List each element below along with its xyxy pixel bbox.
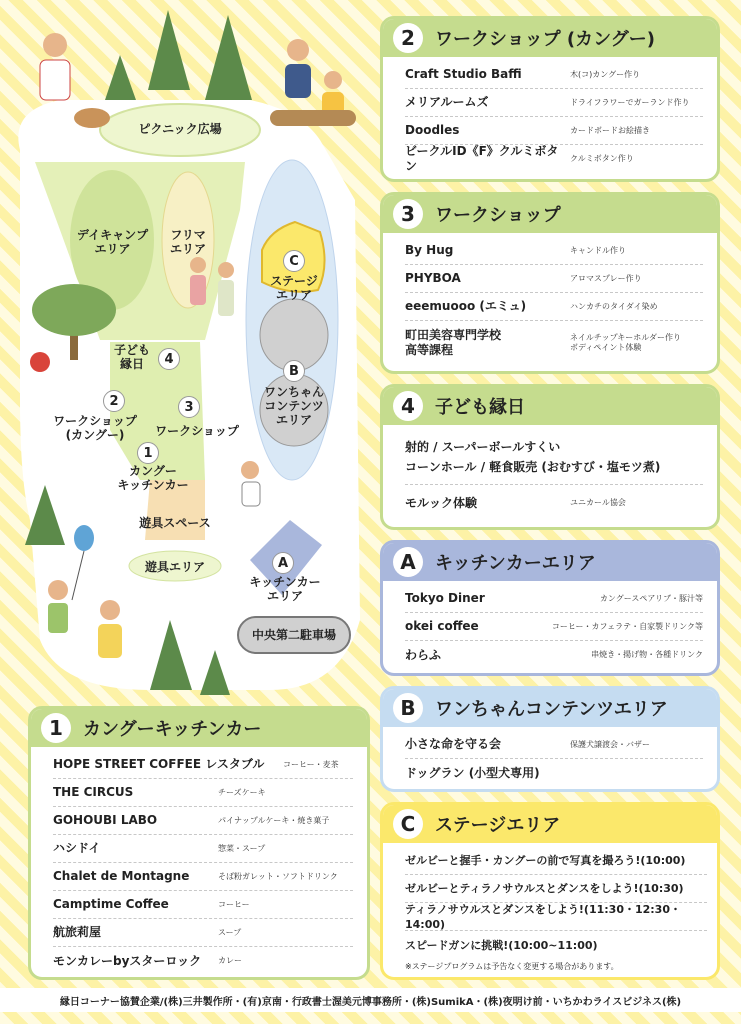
ws2-label: ワークショップ (カングー) bbox=[53, 414, 137, 442]
list-item bbox=[53, 807, 353, 835]
list-item bbox=[405, 293, 703, 321]
vendor-list bbox=[383, 57, 717, 173]
list-item bbox=[53, 863, 353, 891]
section-title: ワークショップ (カングー) bbox=[435, 29, 655, 50]
vendor-name: HOPE STREET COFFEE レスタブル bbox=[53, 757, 265, 771]
list-item bbox=[405, 903, 707, 931]
sponsor-footer: 縁日コーナー協賛企業/(株)三井製作所・(有)京南・行政書士渥美元博事務所・(株)SumikA・(株)夜明け前・いちかわライスビジネス(株) bbox=[0, 988, 741, 1012]
vendor-name: PHYBOA bbox=[405, 271, 461, 285]
list-item bbox=[405, 875, 707, 903]
vendor-name: メリアルームズ bbox=[405, 95, 489, 109]
marker-4: 4 bbox=[158, 348, 180, 370]
flea-label: フリマ エリア bbox=[169, 228, 206, 256]
vendor-name: eeemuooo (エミュ) bbox=[405, 299, 527, 313]
panel-kids bbox=[380, 384, 720, 530]
marker-3: 3 bbox=[178, 396, 200, 418]
vendor-list bbox=[383, 581, 717, 669]
vendor-desc: スープ bbox=[218, 927, 242, 937]
marker-1: 1 bbox=[137, 442, 159, 464]
vendor-list bbox=[31, 747, 367, 975]
panel-dog-area bbox=[380, 686, 720, 792]
vendor-name: モルック体験 bbox=[405, 495, 478, 510]
log-icon bbox=[270, 110, 356, 126]
vendor-name: Doodles bbox=[405, 123, 460, 137]
ws3-label: ワークショップ bbox=[155, 424, 239, 438]
vendor-desc: コーヒー・麦茶 bbox=[283, 759, 339, 769]
list-item bbox=[405, 759, 703, 787]
vendor-name: By Hug bbox=[405, 243, 454, 257]
section-number: 1 bbox=[41, 713, 71, 743]
list-item bbox=[405, 641, 703, 669]
list-item bbox=[405, 89, 703, 117]
section-title: キッチンカーエリア bbox=[435, 553, 596, 574]
kids-label: 子ども 縁日 bbox=[113, 343, 150, 371]
list-item bbox=[405, 731, 703, 759]
balloon-icon bbox=[74, 525, 94, 551]
vendor-desc: ユニカール協会 bbox=[570, 498, 626, 507]
panel-header bbox=[383, 689, 717, 727]
list-item bbox=[405, 931, 707, 959]
vendor-desc: カレー bbox=[218, 956, 242, 965]
program-name: スピードガンに挑戦!(10:00~11:00) bbox=[405, 938, 598, 952]
list-item bbox=[405, 321, 703, 365]
section-title: ワンちゃんコンテンツエリア bbox=[435, 699, 668, 720]
vendor-desc: キャンドル作り bbox=[570, 245, 626, 255]
panel-header bbox=[383, 19, 717, 57]
program-name: ゼルビーと握手・カングーの前で写真を撮ろう!(10:00) bbox=[405, 854, 686, 867]
program-name: ゼルビーとティラノサウルスとダンスをしよう!(10:30) bbox=[405, 882, 684, 895]
playspace-label: 遊具スペース bbox=[139, 516, 211, 530]
vendor-list bbox=[383, 233, 717, 365]
vendor-desc: ドライフラワーでガーランド作り bbox=[570, 97, 690, 107]
vendor-name: 射的 / スーパーボールすくい コーンホール / 軽食販売 (おむすび・塩モツ煮) bbox=[405, 439, 661, 474]
vendor-desc: カードボードお絵描き bbox=[570, 125, 650, 135]
marker-2: 2 bbox=[103, 390, 125, 412]
daycamp-label: デイキャンプ エリア bbox=[76, 228, 149, 256]
kitchen-a-label: キッチンカー エリア bbox=[249, 575, 321, 603]
event-map bbox=[0, 0, 370, 705]
section-number: C bbox=[393, 809, 423, 839]
list-item bbox=[53, 919, 353, 947]
vendor-desc: コーヒー bbox=[218, 899, 250, 909]
marker-a: A bbox=[272, 552, 294, 574]
list-item bbox=[405, 485, 703, 521]
dog-icon bbox=[74, 108, 110, 128]
list-item bbox=[53, 947, 353, 975]
panel-header bbox=[31, 709, 367, 747]
vendor-list bbox=[383, 727, 717, 787]
section-title: カングーキッチンカー bbox=[83, 719, 262, 740]
section-number: 2 bbox=[393, 23, 423, 53]
vendor-desc: コーヒー・カフェラテ・自家製ドリンク等 bbox=[551, 621, 703, 631]
list-item bbox=[405, 117, 703, 145]
panel-kangoo-kitchen bbox=[28, 706, 370, 980]
panel-workshop bbox=[380, 192, 720, 374]
vendor-name: GOHOUBI LABO bbox=[53, 813, 158, 827]
vendor-name: okei coffee bbox=[405, 619, 479, 633]
list-item bbox=[405, 265, 703, 293]
kettle-icon bbox=[30, 352, 50, 372]
list-item bbox=[405, 429, 703, 485]
vendor-name: Tokyo Diner bbox=[405, 591, 485, 605]
panel-header bbox=[383, 195, 717, 233]
vendor-desc: カングースペアリブ・豚汁等 bbox=[599, 593, 703, 603]
panel-kitchen-area bbox=[380, 540, 720, 676]
vendor-desc: 保護犬譲渡会・バザー bbox=[570, 739, 650, 749]
vendor-desc: そば粉ガレット・ソフトドリンク bbox=[218, 871, 338, 881]
list-item bbox=[53, 891, 353, 919]
panel-header bbox=[383, 543, 717, 581]
vendor-name: わらふ bbox=[405, 647, 442, 662]
vendor-desc: ハンカチのタイダイ染め bbox=[570, 301, 658, 311]
stage-label: ステージ エリア bbox=[270, 274, 318, 302]
section-number: 4 bbox=[393, 391, 423, 421]
vendor-desc: チーズケーキ bbox=[218, 787, 266, 797]
list-item bbox=[53, 835, 353, 863]
list-item bbox=[405, 61, 703, 89]
list-item bbox=[405, 585, 703, 613]
section-title: ワークショップ bbox=[435, 205, 561, 226]
section-title: 子ども縁日 bbox=[435, 397, 525, 418]
panel-workshop-kangoo bbox=[380, 16, 720, 182]
vendor-desc: パイナップルケーキ・焼き菓子 bbox=[218, 815, 330, 825]
list-item bbox=[405, 237, 703, 265]
program-list bbox=[383, 843, 717, 959]
list-item bbox=[405, 613, 703, 641]
vendor-list bbox=[383, 425, 717, 521]
program-name: ティラノサウルスとダンスをしよう!(11:30・12:30・14:00) bbox=[405, 902, 681, 931]
list-item bbox=[53, 751, 353, 779]
list-item bbox=[53, 779, 353, 807]
section-number: A bbox=[393, 547, 423, 577]
vendor-name: 小さな命を守る会 bbox=[405, 737, 502, 751]
kitchen1-label: カングー キッチンカー bbox=[117, 464, 189, 492]
vendor-name: ビークルID《F》クルミボタン bbox=[405, 144, 559, 173]
vendor-name: 航旅莉屋 bbox=[53, 925, 102, 939]
vendor-desc: アロマスプレー作り bbox=[570, 273, 642, 283]
parking-label: 中央第二駐車場 bbox=[251, 628, 336, 642]
vendor-desc: 木(コ)カングー作り bbox=[570, 69, 641, 79]
vendor-name: モンカレーbyスターロック bbox=[53, 953, 202, 968]
vendor-name: Camptime Coffee bbox=[53, 897, 169, 911]
vendor-name: THE CIRCUS bbox=[53, 785, 134, 799]
playarea-label: 遊具エリア bbox=[144, 560, 205, 574]
list-item bbox=[405, 847, 707, 875]
section-title: ステージエリア bbox=[435, 815, 561, 836]
vendor-name: Chalet de Montagne bbox=[53, 869, 190, 883]
marker-b: B bbox=[283, 360, 305, 382]
vendor-desc: 惣菜・スープ bbox=[218, 843, 266, 853]
dog-label: ワンちゃん コンテンツ エリア bbox=[263, 385, 324, 427]
stage-note: ※ステージプログラムは予告なく変更する場合があります。 bbox=[405, 962, 619, 971]
panel-stage-area bbox=[380, 802, 720, 980]
vendor-desc: 串焼き・揚げ物・各種ドリンク bbox=[591, 650, 703, 659]
panel-header bbox=[383, 805, 717, 843]
vendor-desc: クルミボタン作り bbox=[570, 154, 634, 163]
vendor-name: ハシドイ bbox=[53, 841, 101, 855]
vendor-name: Craft Studio Baffi bbox=[405, 67, 522, 81]
list-item bbox=[405, 145, 703, 173]
marker-c: C bbox=[283, 250, 305, 272]
vendor-name: ドッグラン (小型犬専用) bbox=[405, 765, 540, 780]
vendor-name: 町田美容専門学校 高等課程 bbox=[405, 328, 502, 357]
panel-header bbox=[383, 387, 717, 425]
section-number: B bbox=[393, 693, 423, 723]
vendor-desc: ネイルチップキーホルダー作り ボディペイント体験 bbox=[570, 333, 681, 352]
section-number: 3 bbox=[393, 199, 423, 229]
picnic-label: ピクニック広場 bbox=[138, 122, 222, 136]
